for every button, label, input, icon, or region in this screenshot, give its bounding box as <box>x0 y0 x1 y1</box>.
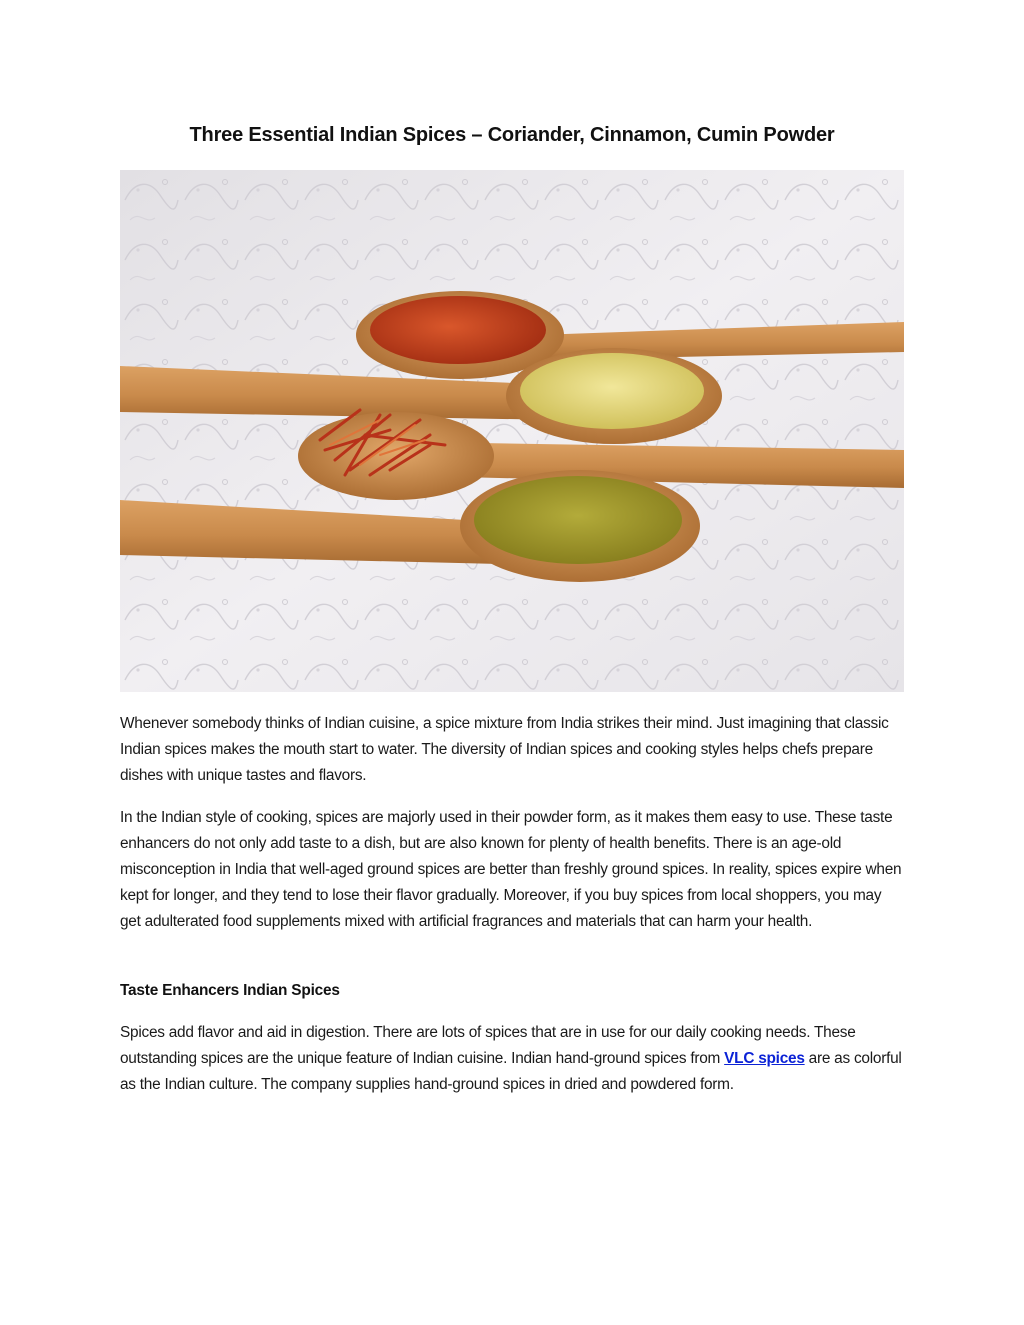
intro-paragraph: Whenever somebody thinks of Indian cuisine, a spice mixture from India strikes their mind. Just imagining that classic Indian spices makes the mouth start to water. The diversity of Indian spices and cooking styles helps chefs prepare dishes with unique tastes and flavors. <box>120 715 889 784</box>
spices-photo <box>120 170 904 692</box>
paragraph-text-after-link: are as colorful as the Indian culture. The company supplies hand-ground spices in dried and powdered form. <box>120 1050 902 1093</box>
taste-enhancers-paragraph <box>120 1020 904 1098</box>
paragraph-text-before-link: Spices add flavor and aid in digestion. There are lots of spices that are in use for our daily cooking needs. These outstanding spices are the unique feature of Indian cuisine. Indian hand-ground spices from <box>120 1024 856 1067</box>
section-heading: Taste Enhancers Indian Spices <box>120 982 340 999</box>
page-title: Three Essential Indian Spices – Coriander, Cinnamon, Cumin Powder <box>189 124 835 146</box>
powder-form-paragraph: In the Indian style of cooking, spices are majorly used in their powder form, as it makes them easy to use. These taste enhancers do not only add taste to a dish, but are also known for plenty of health benefits. There is an age-old misconception in India that well-aged ground spices are better than freshly ground spices. In reality, spices expire when kept for longer, and they tend to lose their flavor gradually. Moreover, if you buy spices from local shoppers, you may get adulterated food supplements mixed with artificial fragrances and materials that can harm your health. <box>120 809 902 930</box>
vlc-spices-link[interactable]: VLC spices <box>724 1050 805 1067</box>
